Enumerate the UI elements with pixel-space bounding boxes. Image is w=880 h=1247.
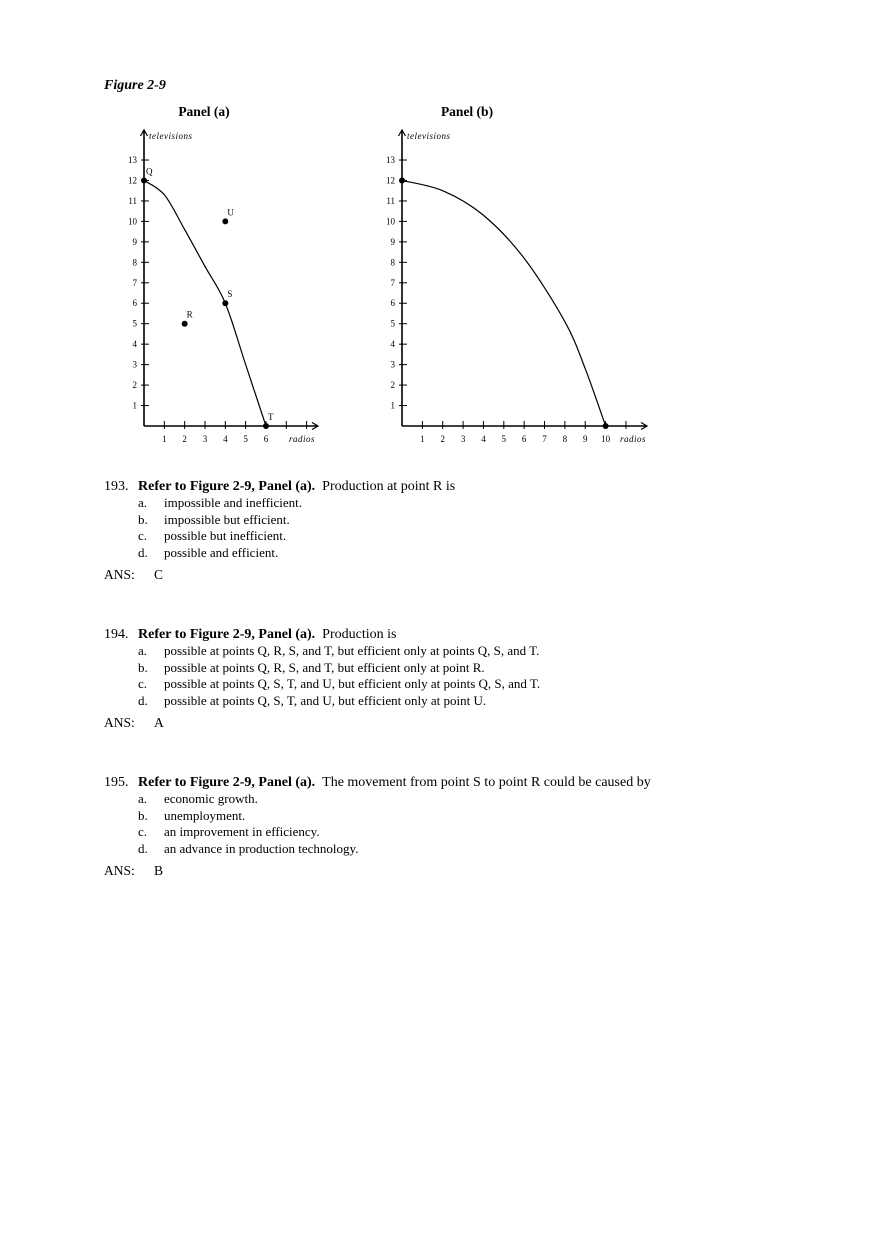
- choice-c: [138, 824, 804, 841]
- choice-text: possible but inefficient.: [164, 528, 287, 543]
- data-point-r: [182, 321, 188, 327]
- data-point: [399, 177, 405, 183]
- choice-letter: b.: [138, 807, 148, 823]
- x-tick-label: 10: [601, 434, 611, 444]
- question-text: Production is: [322, 627, 397, 642]
- choice-text: an advance in production technology.: [164, 840, 359, 856]
- x-tick-label: 4: [481, 434, 486, 444]
- choice-letter: a.: [138, 643, 148, 658]
- panel-title: Panel (b): [440, 104, 494, 119]
- x-tick-label: 5: [243, 434, 248, 444]
- answer-line: [104, 567, 804, 583]
- point-label-u: U: [227, 207, 234, 218]
- choice-b: [138, 660, 804, 677]
- x-tick-label: 9: [582, 434, 588, 444]
- x-axis-label: radios: [620, 434, 647, 444]
- y-tick-label: 9: [390, 236, 395, 247]
- question-reference: Refer to Figure 2-9, Panel (a).: [138, 479, 316, 494]
- point-label-t: T: [267, 412, 274, 422]
- y-tick-label: 1: [390, 400, 395, 411]
- question-stem: [104, 627, 804, 643]
- x-axis-label: radios: [289, 434, 316, 444]
- choice-list: [104, 791, 804, 857]
- data-point-u: [222, 218, 228, 224]
- choice-text: economic growth.: [164, 791, 258, 806]
- choice-letter: d.: [138, 840, 148, 856]
- x-tick-label: 7: [542, 434, 547, 444]
- question-stem: [104, 775, 804, 791]
- data-point-q: [141, 177, 147, 183]
- choice-letter: c.: [138, 528, 148, 543]
- choice-letter: d.: [138, 692, 148, 708]
- x-tick-label: 3: [202, 434, 208, 444]
- choice-text: unemployment.: [164, 807, 246, 823]
- y-tick-label: 12: [128, 175, 137, 186]
- answer-value: A: [154, 715, 164, 730]
- choice-text: possible and efficient.: [164, 544, 279, 560]
- point-label-s: S: [227, 289, 233, 300]
- choice-d: [138, 693, 804, 710]
- choice-text: impossible but efficient.: [164, 511, 290, 527]
- data-point: [603, 423, 609, 429]
- question-reference: Refer to Figure 2-9, Panel (a).: [138, 775, 316, 790]
- x-tick-label: 2: [440, 434, 445, 444]
- question-number: 195.: [104, 775, 129, 790]
- choice-text: impossible and inefficient.: [164, 495, 303, 510]
- panel-b-chart: [360, 100, 660, 450]
- y-tick-label: 4: [132, 339, 137, 350]
- choice-b: [138, 512, 804, 529]
- point-label-r: R: [186, 309, 193, 320]
- y-tick-label: 7: [390, 277, 395, 288]
- y-tick-label: 10: [386, 216, 395, 227]
- choice-d: [138, 841, 804, 858]
- y-tick-label: 3: [390, 359, 395, 370]
- x-tick-label: 4: [223, 434, 228, 444]
- choice-list: [104, 643, 804, 709]
- y-tick-label: 12: [386, 175, 395, 186]
- y-tick-label: 7: [132, 277, 137, 288]
- question-195: [104, 775, 804, 879]
- choice-text: possible at points Q, R, S, and T, but efficient only at point R.: [164, 659, 485, 675]
- x-tick-label: 1: [162, 434, 167, 444]
- y-tick-label: 13: [128, 155, 137, 166]
- x-tick-label: 2: [182, 434, 187, 444]
- y-tick-label: 6: [132, 298, 137, 309]
- choice-letter: a.: [138, 791, 148, 806]
- choice-a: [138, 643, 804, 660]
- choice-text: possible at points Q, S, T, and U, but efficient only at points Q, S, and T.: [164, 676, 541, 691]
- choice-d: [138, 545, 804, 562]
- y-tick-label: 8: [132, 257, 137, 268]
- choice-letter: d.: [138, 544, 148, 560]
- x-tick-label: 6: [521, 434, 527, 444]
- choice-text: an improvement in efficiency.: [164, 824, 320, 839]
- y-tick-label: 10: [128, 216, 137, 227]
- answer-value: B: [154, 863, 164, 878]
- choice-letter: c.: [138, 824, 148, 839]
- question-text: The movement from point S to point R could be caused by: [322, 775, 651, 790]
- choice-letter: a.: [138, 495, 148, 510]
- choice-a: [138, 791, 804, 808]
- x-tick-label: 6: [263, 434, 269, 444]
- question-text: Production at point R is: [322, 479, 456, 494]
- ppf-curve: [402, 180, 606, 426]
- question-193: [104, 479, 804, 583]
- y-tick-label: 13: [386, 155, 395, 166]
- choice-letter: b.: [138, 511, 148, 527]
- ppf-curve: [144, 180, 266, 426]
- choice-letter: c.: [138, 676, 148, 691]
- answer-label: ANS:: [104, 567, 135, 582]
- data-point-t: [263, 423, 269, 429]
- y-tick-label: 8: [390, 257, 395, 268]
- answer-line: [104, 863, 804, 879]
- y-tick-label: 6: [390, 298, 395, 309]
- y-axis-label: televisions: [149, 131, 193, 141]
- answer-label: ANS:: [104, 715, 135, 730]
- panel-a-chart: [100, 100, 340, 450]
- y-tick-label: 11: [386, 195, 395, 206]
- point-label-q: Q: [146, 166, 153, 177]
- choice-a: [138, 495, 804, 512]
- choice-text: possible at points Q, S, T, and U, but efficient only at point U.: [164, 692, 487, 708]
- data-point-s: [222, 300, 228, 306]
- answer-line: [104, 715, 804, 731]
- x-tick-label: 3: [460, 434, 466, 444]
- answer-value: C: [154, 567, 164, 582]
- question-number: 194.: [104, 627, 129, 642]
- y-tick-label: 11: [128, 195, 137, 206]
- y-tick-label: 5: [132, 318, 137, 329]
- question-reference: Refer to Figure 2-9, Panel (a).: [138, 627, 316, 642]
- y-tick-label: 1: [132, 400, 137, 411]
- choice-c: [138, 676, 804, 693]
- question-194: [104, 627, 804, 731]
- figure-title: Figure 2-9: [104, 78, 166, 93]
- x-tick-label: 1: [420, 434, 425, 444]
- question-stem: [104, 479, 804, 495]
- y-tick-label: 2: [390, 380, 395, 391]
- choice-list: [104, 495, 804, 561]
- choice-letter: b.: [138, 659, 148, 675]
- y-tick-label: 2: [132, 380, 137, 391]
- question-number: 193.: [104, 479, 129, 494]
- y-tick-label: 5: [390, 318, 395, 329]
- y-tick-label: 9: [132, 236, 137, 247]
- y-tick-label: 4: [390, 339, 395, 350]
- answer-label: ANS:: [104, 863, 135, 878]
- choice-b: [138, 808, 804, 825]
- choice-text: possible at points Q, R, S, and T, but efficient only at points Q, S, and T.: [164, 643, 540, 658]
- y-tick-label: 3: [132, 359, 137, 370]
- x-tick-label: 8: [562, 434, 568, 444]
- panel-title: Panel (a): [178, 104, 230, 119]
- y-axis-label: televisions: [407, 131, 451, 141]
- x-tick-label: 5: [501, 434, 507, 444]
- choice-c: [138, 528, 804, 545]
